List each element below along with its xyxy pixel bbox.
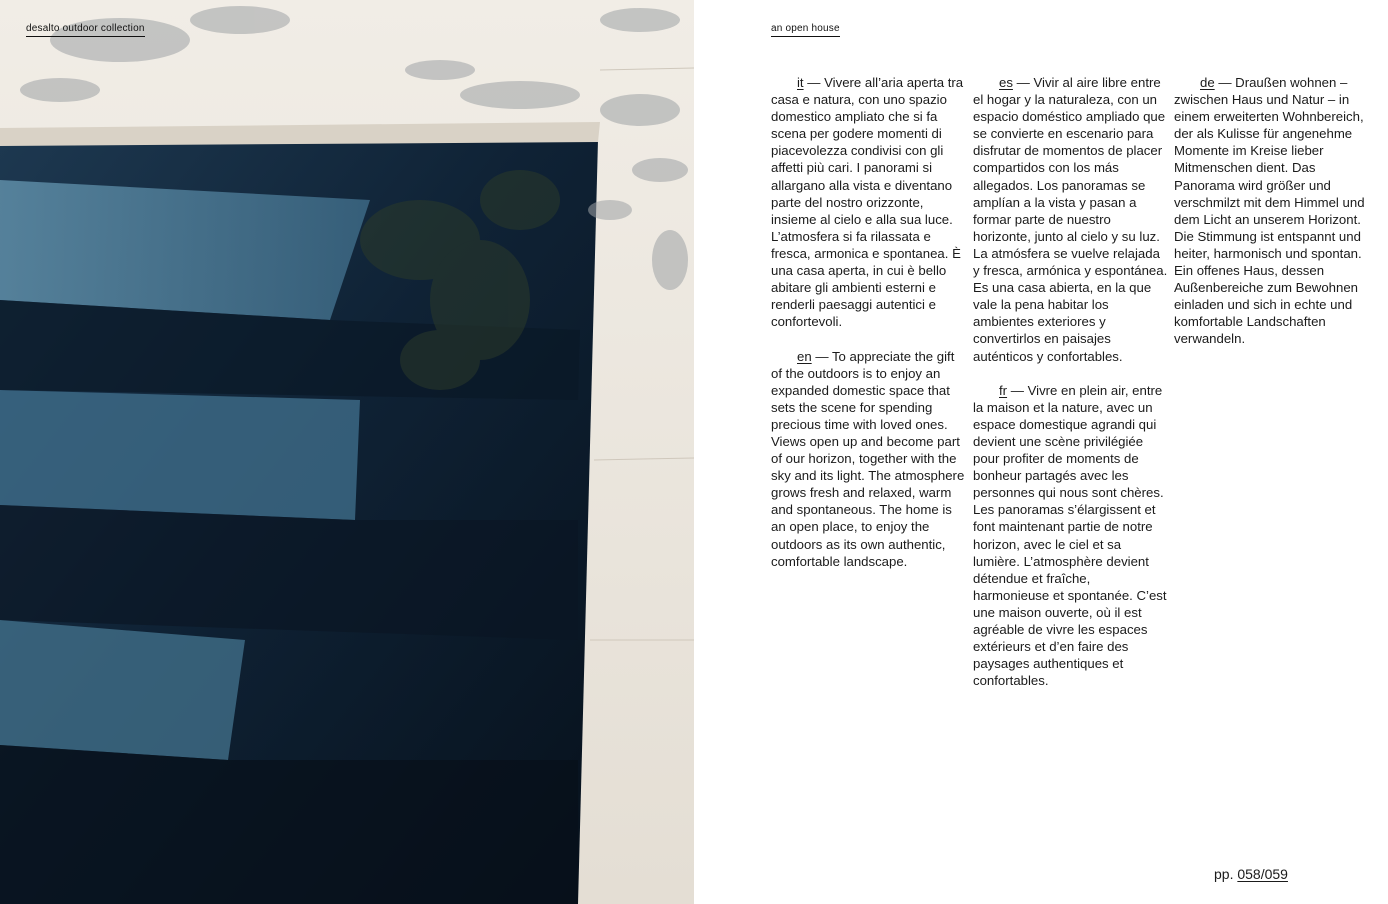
folio-prefix: pp. [1214,866,1234,882]
page-number [1214,866,1288,882]
running-head-right: an open house [771,23,840,37]
text-column-2 [973,74,1169,706]
paragraph-it [771,74,967,330]
lang-label-es: es [999,75,1013,90]
paragraph-text-es: — Vivir al aire libre entre el hogar y la naturaleza, con un espacio doméstico ampliado que se convierte en escenario para disfrutar de momentos de placer compartidos con los más allegados. Los panoramas se amplían a la vista y pasan a formar parte de nuestro horizonte, junto al cielo y su luz. La atmósfera se vuelve relajada y fresca, armónica y espontánea. Es una casa abierta, en la que vale la pena habitar los ambientes exteriores y convertirlos en paisajes auténticos y confortables. [973,75,1168,364]
paragraph-es [973,74,1169,365]
paragraph-text-fr: — Vivre en plein air, entre la maison et la nature, avec un espace domestique agrandi qui devient une scène privilégiée pour profiter de moments de bonheur partagés avec les personnes qui nous sont chères. Les panoramas s’élargissent et font maintenant partie de notre horizon, avec le ciel et sa lumière. L’atmosphère devient détendue et fraîche, harmonieuse et spontanée. C’est une maison ouverte, où il est agréable de vivre les espaces extérieurs et d’en faire des paysages authentiques et confortables. [973,382,1167,689]
lang-label-de: de [1200,75,1215,90]
lang-label-en: en [797,348,812,364]
lang-label-it: it [797,75,804,90]
paragraph-en [771,348,967,570]
paragraph-text-en: — To appreciate the gift of the outdoors is to enjoy an expanded domestic space that sets the scene for spending precious time with loved ones. Views open up and become part of our horizon, together with the sky and its light. The atmosphere grows fresh and relaxed, warm and spontaneous. The home is an open place, to enjoy the outdoors as its own authentic, comfortable landscape. [771,348,965,569]
text-column-3 [1174,74,1366,365]
lang-label-fr: fr [999,382,1008,398]
paragraph-text-de: — Draußen wohnen – zwischen Haus und Natur – in einem erweiterten Wohnbereich, der als Kulisse für angenehme Momente im Kreise lieber Mitmenschen dient. Das Panorama wird größer und verschmilzt mit dem Himmel und dem Licht an unserem Horizont. Die Stimmung ist entspannt und heiter, harmonisch und spontan. Ein offenes Haus, dessen Außenbereiche zum Bewohnen einladen und sich in echte und komfortable Landschaften verwandeln. [1174,75,1365,347]
folio-pages: 058/059 [1237,866,1288,882]
paragraph-text-it: — Vivere all’aria aperta tra casa e natura, con uno spazio domestico ampliato che si fa scena per godere momenti di piacevolezza condivisi con gli affetti più cari. I panorami si allargano alla vista e diventano parte del nostro orizzonte, insieme al cielo e alla sua luce. L’atmosfera si fa rilassata e fresca, armonica e spontanea. È una casa aperta, in cui è bello abitare gli ambienti esterni e renderli paesaggi autentici e confortevoli. [771,75,964,330]
paragraph-fr [973,382,1169,690]
running-head-left: desalto outdoor collection [26,23,145,37]
paragraph-de [1174,74,1366,348]
text-column-1 [771,74,967,587]
